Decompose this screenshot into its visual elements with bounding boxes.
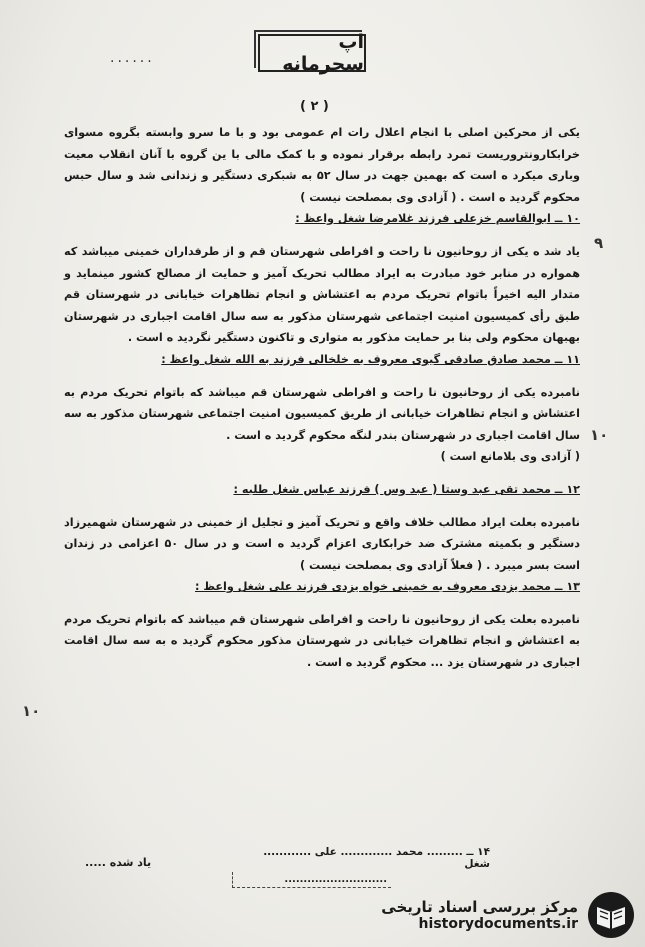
paragraph: نامبرده یکی از روحانیون نا راحت و افراطی شهرستان قم میباشد که باتوام تحریک مردم به اعتشاش و انجام تظاهرات خیابانی از طریق کمیسیون امنیت اجتماعی شهرستان مذکور به سه سال اقامت اجباری در شهرستان بندر لنگه محکوم گردید ه است . — [64, 385, 580, 442]
watermark-title: مرکز بررسی اسناد تاریخی — [381, 898, 578, 916]
section-heading: ۱۱ ــ محمد صادق صادقی گیوی معروف به خلخالی فرزند به الله شغل واعظ : — [161, 352, 580, 366]
header-dots: ...... — [110, 50, 155, 66]
bottom-line: ۱۴ ــ ......... محمد ............. علی ............ شغل — [263, 846, 490, 870]
header-title: اپ سحرمانه — [282, 31, 364, 75]
book-logo-icon — [586, 890, 636, 940]
sign-off: یاد شده ..... — [85, 856, 152, 869]
paragraph: نامبرده بعلت ایراد مطالب خلاف واقع و تحریک آمیز و تجلیل از خمینی در شهرستان شهمیرزاد دستگیر و بکمیته مشترک ضد خرابکاری اعزام گردید ه است و در سال ۵۰ اعزامی در زندان است بسر میبرد . ( فعلاً آزادی وی بمصلحت نیست ) — [64, 515, 581, 572]
paragraph: نامبرده بعلت یکی از روحانیون نا راحت و افراطی شهرستان قم میباشد که باتوام تحریک مردم به اعتشاش و انجام تظاهرات خیابانی در شهرستان مذکور محکوم گردید ه به سه سال اقامت اجباری در شهرستان یزد ... محکوم گردید ه است . — [64, 612, 580, 670]
watermark — [356, 886, 636, 944]
stamp-box: ........................... — [232, 872, 391, 888]
paragraph: یکی از محرکین اصلی با انجام اعلال رات ام عمومی بود و با ما سرو وابسته بگروه مسوای خرابکارونتروریست تمرد رابطه برقرار نموده و با کمک مالی با ین گروه با آنان انقلاب معیت وباری میکرد ه است که بهمین جهت در سال ۵۲ به شبکری دستگیر و زندانی شد و سال حبس محکوم گردید ه است . ( آزادی وی بمصلحت نیست ) — [64, 126, 581, 204]
section-heading: ۱۳ ــ محمد یزدی معروف به خمینی خواه یزدی فرزند علی شغل واعظ : — [195, 580, 580, 594]
paragraph: ( آزادی وی بلامانع است ) — [440, 450, 580, 464]
paragraph: یاد شد ه یکی از روحانیون نا راحت و افراطی شهرستان قم و از طرفداران خمینی میباشد که همواره در منابر خود مبادرت به ایراد مطالب تحریک آمیز و حمایت از مصالح کشور مینماید و متدار الیه اخیراً باتوام تحریک مردم به اعتشاش و انجام تظاهرات خیابانی در شهرستان قم طبق رأی کمیسیون امنیت اجتماعی شهرستان مذکور به سه سال اقامت اجباری در شهرستان بهبهان محکوم ولی بنا بر حمایت مذکور به متواری و تاکنون دستگیر نگردید ه است . — [64, 244, 580, 345]
header-box — [258, 31, 366, 75]
section-heading: ۱۲ ــ محمد تقی عبد وستا ( عبد وس ) فرزند عباس شغل طلبه : — [233, 482, 580, 496]
margin-note: ۱۰ — [22, 702, 41, 720]
watermark-text — [381, 898, 578, 932]
section-heading: ۱۰ ــ ابوالقاسم خزعلی فرزند غلامرضا شغل واعظ : — [295, 212, 580, 226]
margin-note: ۱۰ — [590, 426, 609, 444]
margin-note: ۹ — [594, 234, 604, 252]
watermark-url: historydocuments.ir — [418, 916, 578, 932]
document-body — [64, 122, 580, 674]
page-number: ( ۲ ) — [300, 99, 329, 114]
